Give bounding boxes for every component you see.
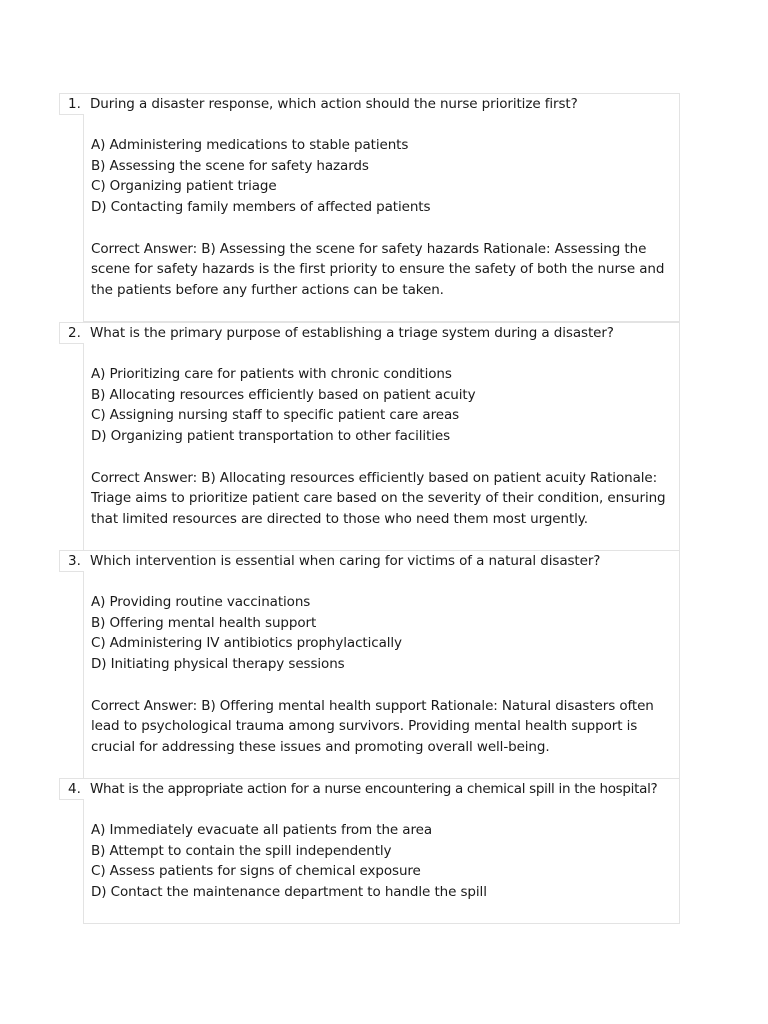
answer-box <box>83 114 680 322</box>
option-b: B) Offering mental health support <box>91 614 317 631</box>
option-c: C) Assigning nursing staff to specific patient care areas <box>91 407 460 424</box>
option-b: B) Allocating resources efficiently based on patient acuity <box>91 386 476 403</box>
option-b: B) Assessing the scene for safety hazards <box>91 157 369 174</box>
question-row <box>59 550 680 572</box>
option-d: D) Initiating physical therapy sessions <box>91 656 345 673</box>
answer-box <box>83 799 680 924</box>
option-b: B) Attempt to contain the spill independently <box>91 842 392 859</box>
question-text: During a disaster response, which action should the nurse prioritize first? <box>90 96 578 112</box>
option-a: A) Immediately evacuate all patients from the area <box>91 822 433 838</box>
correct-answer-rationale: Correct Answer: B) Assessing the scene for safety hazards Rationale: Assessing the scene for safety hazards is the first priority to ensure the safety of both the nurse and the patients before any further actions can be taken. <box>91 240 665 298</box>
option-c: C) Administering IV antibiotics prophylactically <box>91 635 402 652</box>
question-row <box>59 778 680 800</box>
question-text: Which intervention is essential when caring for victims of a natural disaster? <box>90 553 601 569</box>
option-d: D) Organizing patient transportation to other facilities <box>91 428 451 445</box>
question-number: 4. <box>68 781 81 797</box>
option-d: D) Contact the maintenance department to handle the spill <box>91 884 487 901</box>
question-text: What is the primary purpose of establishing a triage system during a disaster? <box>90 325 614 341</box>
option-c: C) Assess patients for signs of chemical exposure <box>91 863 421 880</box>
option-d: D) Contacting family members of affected patients <box>91 199 431 216</box>
question-number: 3. <box>68 553 81 569</box>
option-c: C) Organizing patient triage <box>91 178 277 195</box>
question-row <box>59 93 680 115</box>
question-number: 1. <box>68 96 81 112</box>
option-a: A) Administering medications to stable patients <box>91 137 409 153</box>
answer-box <box>83 343 680 551</box>
question-text: What is the appropriate action for a nurse encountering a chemical spill in the hospital? <box>90 781 658 797</box>
question-number: 2. <box>68 325 81 341</box>
question-row <box>59 322 680 344</box>
option-a: A) Prioritizing care for patients with chronic conditions <box>91 366 452 382</box>
correct-answer-rationale: Correct Answer: B) Offering mental health support Rationale: Natural disasters often lead to psychological trauma among survivors. Providing mental health support is crucial for addressing these issues and promoting overall well-being. <box>91 697 654 755</box>
answer-box <box>83 571 680 779</box>
correct-answer-rationale: Correct Answer: B) Allocating resources efficiently based on patient acuity Rationale: Triage aims to prioritize patient care based on the severity of their condition, ensuring that limited resources are directed to those who need them most urgently. <box>91 469 666 527</box>
option-a: A) Providing routine vaccinations <box>91 594 311 610</box>
